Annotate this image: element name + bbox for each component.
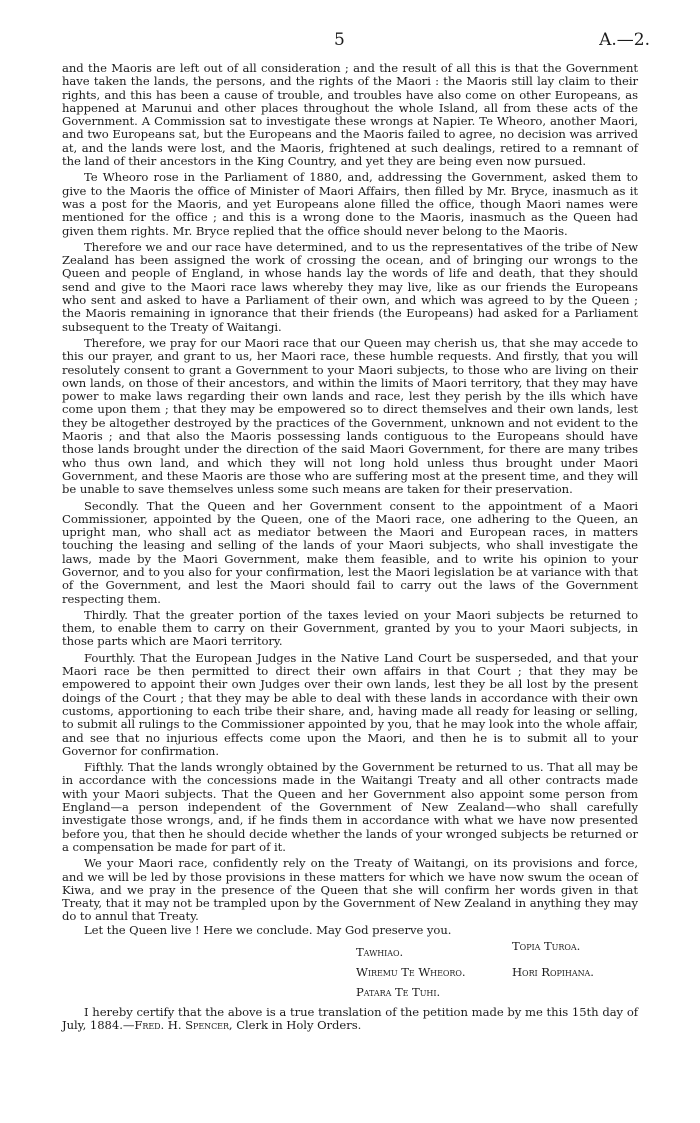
paragraph-thirdly: Thirdly. That the greater portion of the taxes levied on your Maori subjects be returned to them, to enable them to carry on their Government, granted by you to your Maori subjects, in those parts which are Maori territory. <box>62 607 638 649</box>
certification-text: I hereby certify that the above is a true translation of the petition made by me this 15th day of July, 1884.— <box>62 1005 638 1033</box>
paragraph-therefore-race: Therefore we and our race have determined, and to us the representatives of the tribe of New Zealand has been assigned the work of crossing the ocean, and of bringing our wrongs to the Queen and people of England, in whose hands lay the words of life and death, that they should send and give to the Maori race laws whereby they may live, like as our friends the Europeans who sent and asked to have a Parliament of their own, and which was agreed to by the Queen ; the Maoris remaining in ignorance that their friends (the Europeans) had asked for a Parliament subsequent to the Treaty of Waitangi. <box>62 239 638 334</box>
page-number: 5 <box>334 30 345 50</box>
signature-wiremu-te-wheoro: Wiremu Te Wheoro. <box>356 965 466 979</box>
paragraph-treaty-reliance: We your Maori race, confidently rely on the Treaty of Waitangi, on its provisions and force, and we will be led by those provisions in these matters for which we have now swum the ocean of Kiwa, and we pray in the presence of the Queen that she will confirm her words given in that Treaty, that it may not be trampled upon by the Government of New Zealand in anything they may do to annul that Treaty. <box>62 856 638 924</box>
paragraph-fifthly: Fifthly. That the lands wrongly obtained by the Government be returned to us. That all may be in accordance with the concessions made in the Waitangi Treaty and all other contracts made with your Maori subjects. That the Queen and her Government also appoint some person from England—a person independent of the Government of New Zealand—who shall carefully investigate those wrongs, and, if he finds them in accordance with what we have now presented before you, that then he should decide whether the lands of your wronged subjects be returned or a compensation be made for part of it. <box>62 760 638 854</box>
paragraph-fourthly: Fourthly. That the European Judges in the Native Land Court be susperseded, and that your Maori race be then permitted to direct their own affairs in that Court ; that they may be empowered to appoint their own Judges over their own lands, lest they be all lost by the present doings of the Court ; that they may be able to deal with these lands in accordance with their own customs, apportioning to each tribe their share, and, having made all ready for leasing or selling, to submit all rulings to the Commissioner appointed by you, that he may look into the whole affair, and see that no injurious effects come upon the Maori, and then he is to submit all to your Governor for confirmation. <box>62 650 638 758</box>
paragraph-firstly: Therefore, we pray for our Maori race that our Queen may cherish us, that she may accede to this our prayer, and grant to us, her Maori race, these humble requests. And firstly, that you will resolutely consent to grant a Government to your Maori subjects, to those who are living on their own lands, on those of their ancestors, and within the limits of Maori territory, that they may have power to make laws regarding their own lands and race, lest they perish by the ills which have come upon them ; that they may be empowered so to direct themselves and their own lands, lest they be altogether destroyed by the practices of the Government, unknown and not evident to the Maoris ; and that also the Maoris possessing lands contiguous to the Europeans should have those lands brought under the direction of the said Maori Government, for there are many tribes who thus own land, and which they will not long hold unless thus brought under Maori Government, and these Maoris are those who are suffering most at the present time, and they will be unable to save themselves unless some such means are taken for their preservation. <box>62 335 638 497</box>
signature-topia-turoa: Topia Turoa. <box>512 939 581 953</box>
translator-name: Fred. H. Spencer <box>134 1018 229 1033</box>
paragraph-secondly: Secondly. That the Queen and her Government consent to the appointment of a Maori Commissioner, appointed by the Queen, one of the Maori race, one adhering to the Queen, an upright man, who shall act as mediator between the Maori and European races, in matters touching the leasing and selling of the lands of your Maori subjects, who shall investigate the laws, made by the Maori Government, make them feasible, and to write his opinion to your Governor, and to you also for your confirmation, lest the Maori legislation be at variance with that of the Government, and lest the Maori should fail to carry out the laws of the Government respecting them. <box>62 498 638 606</box>
paragraph-te-wheoro: Te Wheoro rose in the Parliament of 1880, and, addressing the Government, asked them to give to the Maoris the office of Minister of Maori Affairs, then filled by Mr. Bryce, inasmuch as it was a post for the Maoris, and yet Europeans alone filled the office, though Maori names were mentioned for the office ; and this is a wrong done to the Maoris, inasmuch as the Queen had given them rights. Mr. Bryce replied that the office should never belong to the Maoris. <box>62 170 638 238</box>
signature-hori-ropihana: Hori Ropihana. <box>512 965 594 979</box>
signature-patara-te-tuhi: Patara Te Tuhi. <box>356 985 441 999</box>
page-header <box>0 0 700 60</box>
paragraph-continuation: and the Maoris are left out of all consideration ; and the result of all this is that the Government have taken the lands, the persons, and the rights of the Maori : the Maoris still lay claim to their rights, and this has been a cause of trouble, and troubles have also come on other Europeans, as happened at Marunui and other places throughout the whole Island, all from these acts of the Government. A Commission sat to investigate these wrongs at Napier. Te Wheoro, another Maori, and two Europeans sat, but the Europeans and the Maoris failed to agree, no decision was arrived at, and the lands were lost, and the Maoris, frightened at such dealings, retired to a remnant of the land of their ancestors in the King Country, and yet they are being even now pursued. <box>62 61 638 169</box>
signature-tawhiao: Tawhiao. <box>356 945 404 959</box>
document-reference: A.—2. <box>599 30 650 50</box>
certification <box>62 1006 638 1033</box>
signatures-block <box>62 939 638 1006</box>
translator-title: , Clerk in Holy Orders. <box>228 1018 362 1033</box>
petition-body <box>62 62 638 1033</box>
closing-line: Let the Queen live ! Here we conclude. May God preserve you. <box>84 922 452 937</box>
